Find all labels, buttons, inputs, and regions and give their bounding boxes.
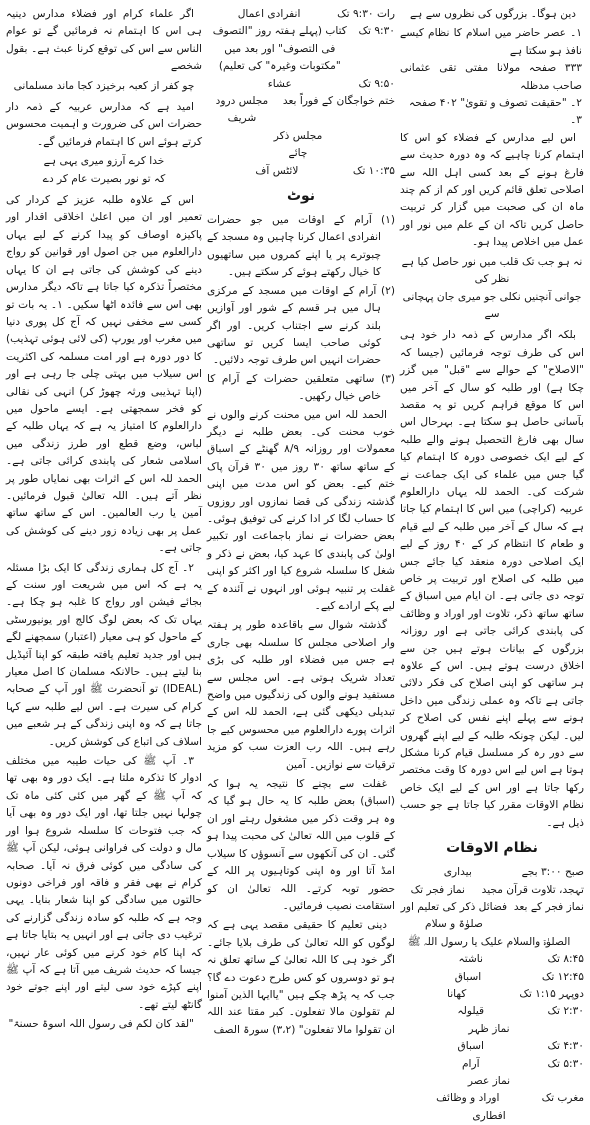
list-item: ۳۔ — [570, 114, 582, 127]
timetable-activity: مجلس ذکر — [273, 129, 323, 142]
timetable-time: ۹:۵۰ تک — [358, 77, 395, 90]
timetable-activity: الصلوٰۃ والسلام علیک یا رسول اللہ ﷺ — [407, 935, 571, 948]
timetable-time: ۵:۳۰ تک — [547, 1057, 584, 1070]
verse-line: کہ تو نور بصیرت عام کر دے — [42, 172, 166, 185]
column-left — [6, 6, 202, 1031]
timetable-activity: کتاب (پہلے ہفتہ روز "التصوف فی التصوف" اور بعد میں "مکتوبات وغیرہ" کی تعلیم) — [212, 25, 347, 73]
timetable-time: ۹:۳۰ تک — [358, 25, 395, 38]
column-right — [400, 6, 584, 1122]
timetable-time: ۱۰:۳۵ تک — [352, 164, 395, 177]
timetable-row — [400, 899, 584, 934]
timetable-activity: نماز فجر تک — [410, 883, 465, 896]
timetable-row — [400, 1003, 584, 1020]
paragraph: بلکہ اگر مدارس کے ذمہ دار خود ہی اس کی طرف توجہ فرمائیں (جیسا کہ "الاصلاح" کے حوالے سے "قبل" میں گزر چکا ہے) اور طلبہ کو سال کے آخر میں اس کا موقع فراہم کریں تو یہ مقصد بآسانی حاصل ہو سکتا ہے۔ بہرحال اس سال بھی فارغ التحصیل ہونے والے طلبہ کے لیے ایک خصوصی دورہ کا اہتمام کیا گیا جس میں علماء کی ایک جماعت نے شرکت کی۔ الحمد للہ یہاں دارالعلوم عربیہ (کراچی) میں اس کا اہتمام کیا جاتا ہے کہ سال کے آخر میں طلبہ کے لیے قیام و طعام کا انتظام کر کے ۴۰ روز کے لیے ایک اصلاحی دورہ منعقد کیا جائے جس میں طلبہ کی اصلاح اور تربیت پر خاص توجہ دی جاتی ہے۔ ان ایام میں اسباق کے ساتھ ساتھ ذکر، تلاوت اور اوراد و وظائف کی پابندی کرائی جاتی ہے اور روزانہ بزرگوں کے بیانات ہوتے ہیں جن سے اخلاق درست ہوتے ہیں۔ اس کے علاوہ ہر ساتھی کو اپنی اصلاح کی فکر دلائی جاتی ہے تاکہ وہ عملی زندگی میں داخل ہونے سے پہلے اپنے نفس کی اصلاح کر لیں۔ لیکن چونکہ طلبہ کے لیے اپنے گھروں سے دور رہ کر مسلسل قیام کرنا مشکل ہوتا ہے اس لیے اس دورہ کا وقت مختصر رکھا جاتا ہے اور اس کے لیے ایک خاص نظام الاوقات مقرر کیا جاتا ہے جو حسب ذیل ہے۔ — [400, 329, 584, 829]
timetable-time: تہجد، تلاوت قرآن مجید — [481, 883, 584, 896]
timetable-row — [400, 1038, 584, 1055]
timetable-activity: افطاری — [472, 1109, 506, 1122]
verse-line: جوانی آنچنیں نکلی جو میری جان پہچانی سے — [402, 290, 582, 320]
timetable-row — [400, 864, 584, 881]
paragraph: اگر علماء کرام اور فضلاء مدارس دینیہ ہی اس کا اہتمام نہ فرمائیں گے تو عوام الناس سے اس کی توقع کرنا عبث ہے۔ بقول شخصے — [6, 8, 202, 73]
note-item: (۲) آرام کے اوقات میں مسجد کے مرکزی ہال میں ہر قسم کے شور اور آوازیں بلند کرنے سے اجتناب کریں۔ اور اگر کوئی صاحب ایسا کریں تو ساتھی حضرات انہیں اس طرف توجہ دلائیں۔ — [207, 284, 395, 367]
timetable-row — [400, 986, 584, 1003]
list-item: ۳۳۳ صفحہ مولانا مفتی تقی عثمانی صاحب مدظلہ — [400, 62, 582, 92]
timetable-activity: قیلولہ — [457, 1005, 485, 1018]
timetable-row — [400, 934, 584, 951]
timetable-row — [207, 163, 395, 180]
paragraph: "لقد کان لکم فی رسول اللہ اسوۃ حسنۃ" — [8, 1018, 194, 1031]
timetable-row — [207, 145, 395, 162]
timetable-row — [207, 93, 395, 128]
timetable-activity: فضائل ذکر کی تعلیم اور صلوٰۃ و سلام — [400, 900, 508, 931]
paragraph: دینی تعلیم کا حقیقی مقصد یہی ہے کہ لوگوں کو اللہ تعالیٰ کی طرف بلایا جائے۔ اگر خود ہی کا اللہ تعالیٰ کے ساتھ تعلق نہ ہو تو دوسروں کو کس طرح دعوت دے گا؟ جب کہ یہ پڑھ چکے ہیں "یاایہا الذین آمنوا لم تقولون مالا تفعلون۔ کبر مقتا عند اللہ ان تقولوا مالا تفعلون" (۳،۲) سورۃ الصف — [207, 919, 395, 1036]
timetable-activity: بیداری — [443, 866, 472, 879]
timetable-time: صبح ۳:۰۰ بجے — [521, 866, 584, 879]
timetable-activity: اسباق — [454, 970, 482, 983]
timetable-row — [400, 1108, 584, 1125]
paragraph: غفلت سے بچنے کا نتیجہ یہ ہوا کہ (اسباق) بعض طلبہ کا یہ حال ہو گیا کہ وہ ہر وقت ذکر میں مشغول رہتے اور ان کے قلوب میں اللہ تعالیٰ کی محبت پیدا ہو گئی۔ ان کی آنکھوں سے آنسوؤں کا سیلاب امڈ آتا اور وہ اپنی کوتاہیوں پر اللہ کے حضور توبہ کرتے۔ اللہ تعالیٰ ان کو استقامت نصیب فرمائیں۔ — [207, 778, 395, 912]
timetable-row — [400, 1021, 584, 1038]
timetable-row — [207, 128, 395, 145]
timetable-row — [207, 23, 395, 75]
note-item: (۱) آرام کے اوقات میں جو حضرات انفرادی اعمال کرنا چاہیں وہ مسجد کے چبوترے پر یا اپنے کمروں میں ساتھیوں کا خیال رکھتے ہوئے کر سکتے ہیں۔ — [207, 214, 395, 279]
list-item: ۲۔ "حقیقت تصوف و تقویٰ" ۴۰۲ صفحہ — [409, 97, 582, 110]
timetable-time: مغرب تک — [541, 1092, 584, 1105]
timetable-time: رات ۹:۳۰ تک — [337, 8, 395, 20]
timetable-row — [400, 882, 584, 899]
timetable-activity: انفرادی اعمال — [237, 8, 301, 20]
timetable-activity: ناشتہ — [458, 953, 483, 966]
timetable-activity: چائے — [288, 147, 308, 160]
timetable-time: ۸:۴۵ تک — [547, 953, 584, 966]
verse-line: چو کفر از کعبہ برخیزد کجا ماند مسلمانی — [13, 79, 195, 92]
paragraph: امید ہے کہ مدارس عربیہ کے ذمہ دار حضرات اس کی ضرورت و اہمیت محسوس کرتے ہوئے اس کا اہتمام فرمائیں گے۔ — [6, 101, 202, 148]
timetable-row — [207, 6, 395, 23]
verse — [6, 153, 202, 188]
timetable-time: نماز فجر کے بعد — [513, 900, 584, 913]
column-middle — [207, 6, 395, 1036]
paragraph: اس کے علاوہ طلبہ عزیز کے کردار کی تعمیر اور ان میں اعلیٰ اخلاقی اقدار اور پاکیزہ اوصاف کو پیدا کرنے کے لیے یہاں دارالعلوم میں جن اصول اور قوانین کو رواج دینے کی کوشش کی جاتی ہے ان کا یہاں مختصراً تذکرہ کیا جاتا ہے تاکہ دیگر مدارس بھی اس سے فائدہ اٹھا سکیں۔ ۱۔ یہ بات تو کسی سے مخفی نہیں کہ آج کل پوری دنیا میں مغرب اور یورپ (کی لائی ہوئی تہذیب) کا دور دورہ ہے اور امت مسلمہ کی اکثریت اس سیلاب میں بہتی چلی جا رہی ہے اور (اپنا تہذیبی ورثہ چھوڑ کر) انہی کی نقالی کو فخر سمجھتی ہے۔ ایسے ماحول میں دارالعلوم کا امتیاز یہ ہے کہ یہاں طلبہ کے لباس، وضع قطع اور طرز زندگی میں اسلامی شعار کی پابندی کرائی جاتی ہے۔ الحمد للہ اس کے اثرات بھی نمایاں طور پر نظر آتے ہیں۔ اللہ تعالیٰ قبول فرمائیں۔ آمین یا رب العالمین۔ اس کے ساتھ ساتھ عمل پر بھی زیادہ زور دینے کی کوشش کی جاتی ہے۔ — [6, 194, 202, 555]
timetable-time: دوپہر ۱:۱۵ تک — [519, 987, 584, 1000]
timetable-row — [400, 1073, 584, 1090]
timetable-row — [400, 951, 584, 968]
paragraph: اس لیے مدارس کے فضلاء کو اس کا اہتمام کرنا چاہیے کہ وہ دورہ حدیث سے فارغ ہونے کے بعد کسی اہل اللہ سے اصلاحی تعلق قائم کریں اور کم از کم چند ماہ ان کی صحبت میں گزار کر تربیت حاصل کریں تاکہ ان کے علم میں نور اور عمل میں اخلاص پیدا ہو۔ — [400, 131, 584, 249]
timetable-activity: نماز ظہر — [468, 1022, 510, 1035]
timetable-activity: عشاء — [267, 77, 292, 90]
paragraph: دین ہوگا۔ بزرگوں کی نظروں سے ہے — [409, 8, 576, 20]
timetable-activity: لائٹس آف — [255, 164, 299, 177]
timetable-time: ۲:۳۰ تک — [547, 1005, 584, 1018]
timetable-row — [400, 1056, 584, 1073]
paragraph: گذشتہ شوال سے باقاعدہ طور پر ہفتہ وار اصلاحی مجلس کا سلسلہ بھی جاری ہے جس میں فضلاء اور طلبہ کی بڑی تعداد شریک ہوتی ہے۔ اس مجلس سے مستفید ہونے والوں کی زندگیوں میں واضح تبدیلی دیکھی گئی ہے، الحمد للہ اس کے اثرات پورے دارالعلوم میں محسوس کیے جا رہے ہیں۔ اللہ رب العزت سب کو مزید ترقیات سے نوازیں۔ آمین — [207, 619, 395, 771]
timetable-row — [400, 1090, 584, 1107]
paragraph: الحمد للہ اس میں محنت کرنے والوں نے خوب محنت کی۔ بعض طلبہ نے دیگر معمولات اور روزانہ ۸/۹ گھنٹے کے اسباق کے ساتھ ساتھ ۳۰ روز میں ۳۰ قرآن پاک ختم کیے۔ بعض کو اس مدت میں اپنی گذشتہ زندگی کی قضا نمازوں اور روزوں کا حساب لگا کر ادا کرنے کی توفیق ہوئی۔ بعض حضرات نے نماز باجماعت اور تکبیر اولیٰ کی پابندی کا عہد کیا، بعض نے ذکر و شغل کا سلسلہ شروع کیا اور اکثر کو اپنی غفلت پر تنبیہ ہوئی اور انہوں نے آئندہ کے لیے پکے ارادے کیے۔ — [207, 408, 395, 612]
timetable-activity: آرام — [461, 1057, 480, 1070]
verse — [400, 254, 584, 324]
timetable-activity: اوراد و وظائف — [436, 1092, 500, 1105]
verse-line: نہ ہو جب تک قلب میں نور حاصل کیا ہے نظر کی — [401, 255, 583, 286]
timetable-row — [207, 76, 395, 93]
timetable-activity: مجلس درود شریف — [215, 95, 269, 125]
section-heading: نظام الاوقات — [446, 840, 538, 857]
section-heading: نوٹ — [286, 188, 316, 205]
timetable-activity: نماز عصر — [467, 1074, 511, 1087]
verse-line: خدا کرے آرزو میری یہی ہے — [43, 155, 165, 168]
timetable-activity: اسباق — [457, 1040, 484, 1053]
paragraph: ۳۔ آپ ﷺ کی حیات طیبہ میں مختلف ادوار کا تذکرہ ملتا ہے۔ ایک دور وہ بھی تھا کہ آپ ﷺ کے گھر میں کئی کئی ماہ تک چولہا نہیں جلتا تھا، اور ایک دور وہ بھی آیا کہ جب فتوحات کا سلسلہ شروع ہوا اور مال و دولت کی فراوانی ہوئی، لیکن آپ ﷺ کی سادگی میں کوئی فرق نہ آیا۔ صحابہ کرام نے بھی فقر و فاقہ اور فراخی دونوں حالتوں میں سادگی کو اپنا شعار بنایا۔ یہی وجہ ہے کہ طلبہ کو سادہ زندگی گزارنے کی ترغیب دی جاتی ہے اور انہیں یہ بتایا جاتا ہے کہ اپنا کام خود کرنے میں کوئی عار نہیں، جیسا کہ حدیث شریف میں آتا ہے کہ آپ ﷺ اپنے کپڑے خود سی لیتے اور اپنے جوتے خود گانٹھ لیتے تھے۔ — [6, 755, 202, 1011]
timetable-time: ختم خواجگان کے فوراً بعد — [282, 95, 395, 108]
timetable-activity: کھانا — [447, 987, 467, 1000]
list-item: ۱۔ عصر حاضر میں اسلام کا نظام کیسے نافذ ہو سکتا ہے — [400, 27, 582, 57]
paragraph: ۲۔ آج کل ہماری زندگی کا ایک بڑا مسئلہ یہ ہے کہ اس میں شریعت اور سنت کے بجائے فیشن اور رواج کا غلبہ ہو چکا ہے۔ یہاں تک کہ بعض لوگ کالج اور یونیورسٹی کے ماحول کو ہی معیار (اعتبار) سمجھنے لگے ہیں اور جدید تعلیم یافتہ طبقہ کو اپنا آئیڈیل بنا لیتے ہیں۔ حالانکہ مسلمان کا اصل معیار (IDEAL) تو آنحضرت ﷺ اور آپ کے صحابہ کرام کی سیرت ہے۔ اس لیے طلبہ سے کہا جاتا ہے کہ وہ اپنی زندگی کے ہر شعبے میں اسلاف کی اتباع کی کوشش کریں۔ — [6, 561, 202, 748]
timetable-time: ۱۲:۴۵ تک — [541, 970, 584, 983]
timetable-time: ۴:۳۰ تک — [547, 1040, 584, 1053]
verse — [6, 78, 202, 95]
note-item: (۳) ساتھی متعلقین حضرات کے آرام کا خاص خیال رکھیں۔ — [207, 372, 395, 403]
timetable-row — [400, 969, 584, 986]
